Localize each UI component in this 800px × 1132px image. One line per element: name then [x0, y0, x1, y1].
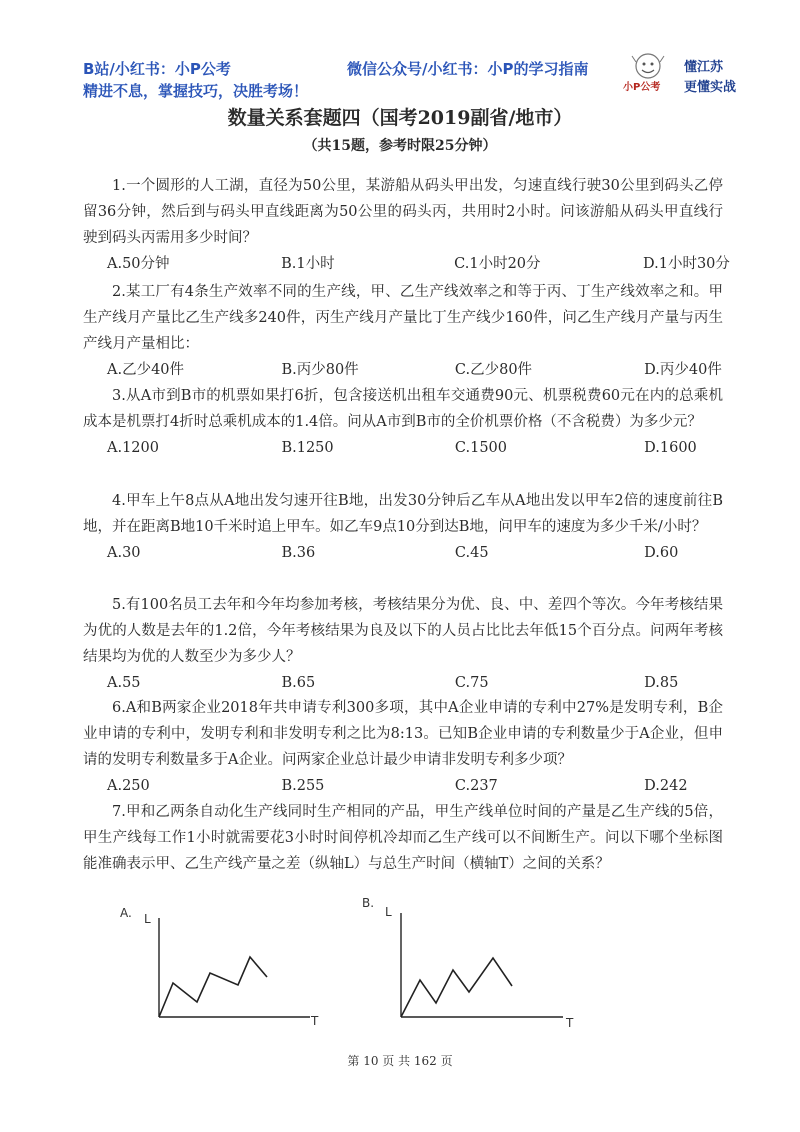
graph-b	[385, 900, 575, 1025]
option-c: C.237	[454, 778, 498, 794]
graph-a	[140, 905, 330, 1030]
option-c: C.1500	[454, 440, 508, 456]
option-c: C.75	[454, 675, 489, 691]
option-b: B.36	[281, 545, 316, 561]
option-a: A.250	[107, 778, 150, 794]
graph-b-x-label: T	[566, 1016, 574, 1030]
slogan-line1: 懂江苏	[684, 60, 724, 75]
page-subtitle: （共15题，参考时限25分钟）	[303, 138, 497, 154]
question-1	[83, 173, 730, 277]
options-row	[83, 357, 723, 383]
option-b: B.255	[281, 778, 325, 794]
option-d: D.1小时30分	[643, 256, 730, 272]
question-text: 3.从A市到B市的机票如果打6折，包含接送机出租车交通费90元、机票税费60元在内的总乘机成本是机票打4折时总乘机成本的1.4倍。问从A市到B市的全价机票价格（不含税费）为多少元？	[83, 388, 723, 430]
option-d: D.丙少40件	[644, 362, 722, 378]
option-b: B.1250	[281, 440, 334, 456]
header-motto: 精进不息，掌握技巧，决胜考场！	[83, 82, 309, 100]
option-c: C.1小时20分	[454, 256, 541, 272]
graph-a-y-label: L	[144, 912, 151, 926]
option-c: C.45	[454, 545, 489, 561]
graph-a-x-label: T	[311, 1014, 319, 1028]
option-d: D.242	[644, 778, 688, 794]
logo-text: 小P公考	[623, 82, 661, 93]
graph-b-y-label: L	[385, 905, 392, 919]
option-a: A.1200	[107, 440, 159, 456]
option-c: C.乙少80件	[454, 362, 533, 378]
options-row	[83, 251, 730, 277]
option-b: B.丙少80件	[281, 362, 359, 378]
question-text: 5.有100名员工去年和今年均参加考核，考核结果分为优、良、中、差四个等次。今年考核结果为优的人数是去年的1.2倍，今年考核结果为良及以下的人员占比比去年低15个百分点。问两年考核结果均为优的人数至少为多少人？	[83, 597, 723, 665]
option-d: D.85	[644, 675, 679, 691]
option-a: A.50分钟	[107, 256, 170, 272]
slogan-line2: 更懂实战	[684, 80, 737, 95]
option-a: A.30	[107, 545, 141, 561]
graph-b-label: B.	[362, 896, 375, 910]
question-text: 4.甲车上午8点从A地出发匀速开往B地，出发30分钟后乙车从A地出发以甲车2倍的速度前往B地，并在距离B地10千米时追上甲车。如乙车9点10分到达B地，问甲车的速度为多少千米/小时？	[83, 493, 723, 535]
option-b: B.1小时	[281, 256, 335, 272]
page-title: 数量关系套题四（国考2019副省/地市）	[227, 107, 573, 129]
page-number: 第 10 页 共 162 页	[347, 1054, 453, 1068]
graph-a-curve	[159, 957, 267, 1017]
options-row	[83, 670, 723, 696]
question-text: 6.A和B两家企业2018年共申请专利300多项，其中A企业申请的专利中27%是发明专利，B企业申请的专利中，发明专利和非发明专利之比为8:13。已知B企业申请的专利数量少于A企业，但申请的发明专利数量多于A企业。问两家企业总计最少申请非发明专利多少项？	[83, 700, 723, 768]
option-a: A.乙少40件	[107, 362, 185, 378]
question-text: 7.甲和乙两条自动化生产线同时生产相同的产品，甲生产线单位时间的产量是乙生产线的5倍，甲生产线每工作1小时就需要花3小时时间停机冷却而乙生产线可以不间断生产。问以下哪个坐标图能准确表示甲、乙生产线产量之差（纵轴L）与总生产时间（横轴T）之间的关系？	[83, 804, 723, 872]
options-row	[83, 435, 723, 461]
question-2	[83, 279, 723, 383]
graph-b-curve	[401, 958, 512, 1017]
question-text: 1.一个圆形的人工湖，直径为50公里，某游船从码头甲出发，匀速直线行驶30公里到码头乙停留36分钟，然后到与码头甲直线距离为50公里的码头丙，共用时2小时。问该游船从码头甲直线行驶到码头丙需用多少时间？	[83, 178, 723, 246]
graph-a-label: A.	[120, 906, 132, 920]
question-3	[83, 383, 723, 461]
header-wechat: 微信公众号/小红书：小P的学习指南	[347, 60, 589, 78]
option-b: B.65	[281, 675, 316, 691]
option-d: D.1600	[644, 440, 697, 456]
header-bilibili-xiaohongshu: B站/小红书：小P公考	[83, 60, 231, 78]
option-d: D.60	[644, 545, 679, 561]
question-5	[83, 592, 723, 696]
question-6	[83, 695, 723, 799]
options-row	[83, 540, 723, 566]
options-row	[83, 773, 723, 799]
question-7	[83, 799, 723, 877]
option-a: A.55	[107, 675, 141, 691]
question-text: 2.某工厂有4条生产效率不同的生产线，甲、乙生产线效率之和等于丙、丁生产线效率之和。甲生产线月产量比乙生产线多240件，丙生产线月产量比丁生产线少160件，问乙生产线月产量与丙生产线月产量相比：	[83, 284, 723, 352]
question-4	[83, 488, 723, 566]
